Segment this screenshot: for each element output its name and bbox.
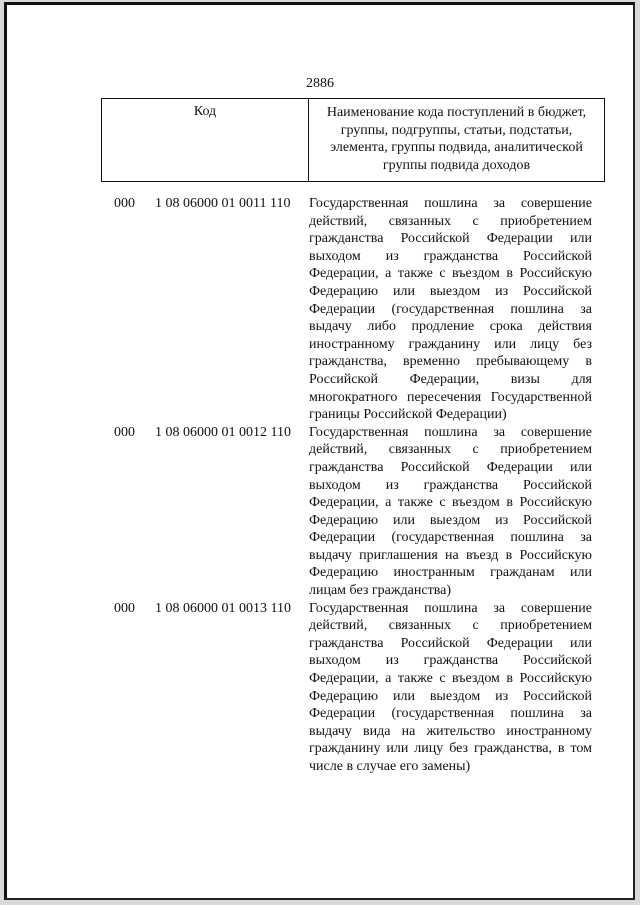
description-line: гражданства Российской Федерации или <box>309 231 592 247</box>
header-code-column: Код <box>102 99 309 181</box>
table-row <box>7 195 633 424</box>
row-admin-code: 000 <box>114 600 135 616</box>
row-revenue-code: 1 08 06000 01 0013 110 <box>155 600 291 616</box>
description-line: Федерации, а также с въездом в Российскую <box>309 671 592 687</box>
header-name-line: группы подвида доходов <box>382 157 531 173</box>
description-line: границы Российской Федерации) <box>309 407 507 423</box>
page-number: 2886 <box>306 76 334 91</box>
header-name-line: Наименование кода поступлений в бюджет, <box>326 105 587 120</box>
description-line: иностранному гражданину или лицу без <box>309 336 592 352</box>
description-line: Федерацию или выездом из Российской <box>309 512 592 528</box>
description-line: Федерации, а также с въездом в Российскую <box>309 266 592 282</box>
table-row <box>7 600 633 776</box>
description-line: выдачу либо продление срока действия <box>309 319 592 335</box>
description-line: Федерации, а также с въездом в Российскую <box>309 495 592 511</box>
description-line: Федерации (государственная пошлина за <box>309 301 592 317</box>
description-line: Российской Федерации, визы для <box>309 371 592 387</box>
row-description <box>309 600 592 776</box>
description-line: выходом из гражданства Российской <box>309 653 592 669</box>
description-line: гражданства, временно пребывающему в <box>309 354 592 370</box>
row-admin-code: 000 <box>114 196 135 211</box>
row-description <box>309 424 592 600</box>
description-line: Федерации (государственная пошлина за <box>309 530 592 546</box>
description-line: выдачу вида на жительство иностранному <box>309 723 592 739</box>
table-body <box>7 195 633 776</box>
table-row <box>7 424 633 600</box>
description-line: действий, связанных с приобретением <box>309 618 592 634</box>
description-line: Федерацию или выездом из Российской <box>309 283 592 299</box>
description-line: гражданину или лицу без гражданства, в том <box>309 741 592 757</box>
header-name-column <box>309 99 604 181</box>
description-line: лицам без гражданства) <box>309 583 451 599</box>
description-line: гражданства Российской Федерации или <box>309 459 592 475</box>
row-revenue-code: 1 08 06000 01 0012 110 <box>155 424 291 440</box>
description-line: Государственная пошлина за совершение <box>309 424 592 440</box>
row-revenue-code: 1 08 06000 01 0011 110 <box>155 196 291 211</box>
header-name-line: группы, подгруппы, статьи, подстатьи, <box>340 122 573 138</box>
description-line: Государственная пошлина за совершение <box>309 600 592 616</box>
description-line: многократного пересечения Государственной <box>309 389 592 405</box>
description-line: выдачу приглашения на въезд в Российскую <box>309 547 592 563</box>
table-header <box>101 98 605 182</box>
document-page <box>4 2 635 900</box>
description-line: выходом из гражданства Российской <box>309 477 592 493</box>
description-line: Государственная пошлина за совершение <box>309 196 592 211</box>
description-line: гражданства Российской Федерации или <box>309 635 592 651</box>
description-line: действий, связанных с приобретением <box>309 213 592 229</box>
row-description <box>309 195 592 424</box>
description-line: числе в случае его замены) <box>309 759 471 774</box>
description-line: действий, связанных с приобретением <box>309 442 592 458</box>
row-admin-code: 000 <box>114 424 135 440</box>
description-line: Федерацию иностранным гражданам или <box>309 565 592 581</box>
description-line: выходом из гражданства Российской <box>309 248 592 264</box>
description-line: Федерацию или выездом из Российской <box>309 688 592 704</box>
header-name-line: элемента, группы подвида, аналитической <box>330 140 583 155</box>
description-line: Федерации (государственная пошлина за <box>309 706 592 722</box>
